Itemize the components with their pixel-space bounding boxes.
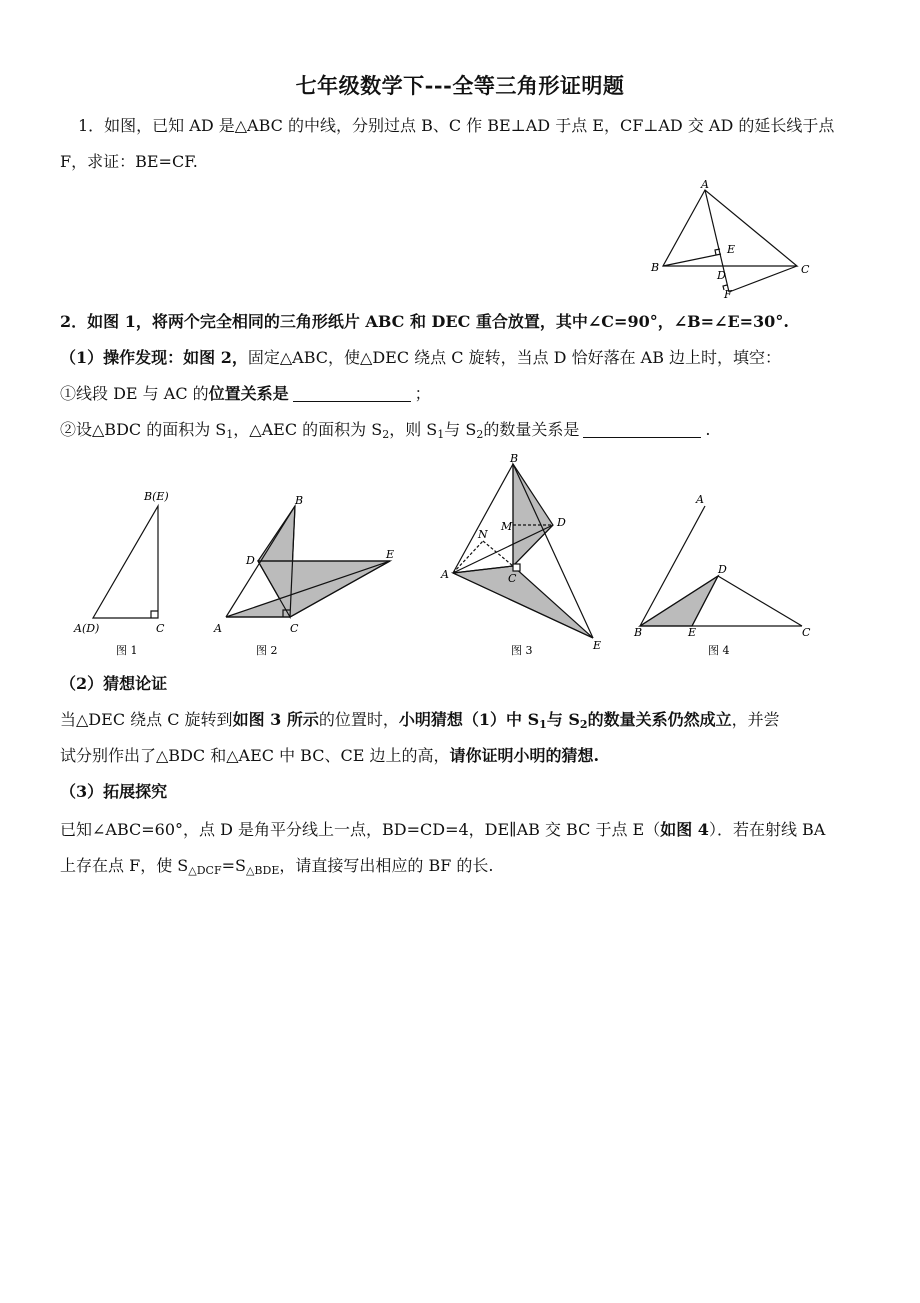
q1-label-e: E bbox=[727, 243, 736, 256]
q2-fig2-label-c: C bbox=[290, 622, 299, 635]
q2-part2-l1-a: 当△DEC 绕点 C 旋转到 bbox=[60, 710, 233, 729]
q2-part3-head: （3）拓展探究 bbox=[60, 782, 168, 801]
q2-part1-head: （1）操作发现： bbox=[60, 348, 184, 367]
q2-item2-d: 与 S bbox=[444, 420, 477, 439]
q2-part2-line-1 bbox=[60, 708, 868, 737]
q2-item2-a: ②设△BDC 的面积为 S bbox=[60, 420, 227, 439]
q2-fig3-label-d: D bbox=[557, 516, 566, 529]
q2-fig2-caption: 图 2 bbox=[256, 644, 278, 657]
q2-fig4-label-e: E bbox=[688, 626, 697, 639]
q2-intro-text: 2．如图 1，将两个完全相同的三角形纸片 ABC 和 DEC 重合放置，其中∠C=90°，∠B=∠E=30°. bbox=[60, 312, 789, 331]
q2-fig4-label-b: B bbox=[634, 626, 643, 639]
q2-fig1-label-bl: A(D) bbox=[74, 622, 100, 635]
q2-item2 bbox=[60, 418, 868, 447]
q2-part3-l2-b: ，请直接写出相应的 BF 的长. bbox=[279, 856, 494, 875]
q2-part2-l1-f: 的数量关系仍然成立 bbox=[587, 710, 732, 729]
q1-line-2: F，求证：BE=CF. bbox=[60, 152, 198, 171]
q2-item2-e: 的数量关系是 bbox=[483, 420, 580, 439]
q2-part2-line-2 bbox=[60, 744, 868, 768]
q2-part3-l1-b: 如图 4 bbox=[660, 820, 709, 839]
q2-item1-bold: 位置关系是 bbox=[208, 384, 289, 403]
q1-segment-be bbox=[663, 254, 721, 266]
q2-fig3-label-b: B bbox=[510, 452, 519, 465]
q2-fig3 bbox=[453, 464, 593, 638]
q2-fig1-caption: 图 1 bbox=[116, 644, 138, 657]
q2-fig4-label-c: C bbox=[802, 626, 811, 639]
q2-fig3-label-a: A bbox=[441, 568, 449, 581]
page-title: 七年级数学下---全等三角形证明题 bbox=[295, 73, 625, 98]
q2-fig3-label-m: M bbox=[501, 520, 513, 533]
q2-fig1 bbox=[93, 506, 158, 618]
q2-part2-l2-a: 试分别作出了△BDC 和△AEC 中 BC、CE 边上的高， bbox=[60, 746, 450, 765]
q2-fig2-label-d: D bbox=[246, 554, 255, 567]
q2-figures bbox=[60, 448, 820, 664]
q1-label-a: A bbox=[701, 178, 709, 191]
q2-part2-l1-g: ，并尝 bbox=[731, 710, 780, 729]
q2-part3-l1-c: ）．若在射线 BA bbox=[708, 820, 826, 839]
q2-item1 bbox=[60, 382, 868, 406]
q2-fig3-label-c: C bbox=[508, 572, 517, 585]
q2-fig1-label-br: C bbox=[156, 622, 165, 635]
q2-part3-line-2 bbox=[60, 854, 868, 883]
q1-line-1: 1．如图，已知 AD 是△ABC 的中线，分别过点 B、C 作 BE⊥AD 于点 E，CF⊥AD 交 AD 的延长线于点 bbox=[78, 116, 835, 135]
q2-part1-line bbox=[60, 346, 868, 370]
q2-intro bbox=[60, 310, 868, 334]
q2-item2-b: ，△AEC 的面积为 S bbox=[233, 420, 383, 439]
q2-part3-line-1 bbox=[60, 818, 868, 842]
q2-fig2-label-a: A bbox=[214, 622, 222, 635]
q2-part2-l2-b: 请你证明小明的猜想. bbox=[449, 746, 600, 765]
q2-item2-sub1b: 1 bbox=[437, 428, 445, 441]
q2-fig3-caption: 图 3 bbox=[511, 644, 533, 657]
q2-item2-sub1: 1 bbox=[226, 428, 234, 441]
q2-part2-head: （2）猜想论证 bbox=[60, 674, 168, 693]
q1-segment-cf bbox=[729, 266, 797, 292]
q2-part2-sub2: 2 bbox=[579, 718, 588, 731]
q2-item1-post: ； bbox=[414, 384, 431, 403]
q2-part2-sub1: 1 bbox=[539, 718, 547, 731]
q2-fig2-label-e: E bbox=[386, 548, 395, 561]
q2-fig3-label-n: N bbox=[478, 528, 488, 541]
q2-part2-l1-d: 小明猜想（1）中 S bbox=[398, 710, 540, 729]
q2-item2-answer-blank[interactable] bbox=[583, 421, 701, 438]
q2-fig4-caption: 图 4 bbox=[708, 644, 730, 657]
q1-label-b: B bbox=[651, 261, 660, 274]
q1-figure bbox=[645, 178, 815, 303]
q2-fig4-label-d: D bbox=[718, 563, 727, 576]
q2-part1-head-b: 如图 2， bbox=[183, 348, 248, 367]
q2-part2-l1-b: 如图 3 所示 bbox=[232, 710, 319, 729]
q1-label-d: D bbox=[717, 269, 726, 282]
q2-fig3-label-e: E bbox=[593, 639, 602, 652]
q2-part3-eq: =S bbox=[221, 856, 246, 875]
q2-part3-sub-dcf: △DCF bbox=[188, 864, 222, 877]
q2-item2-sub2b: 2 bbox=[476, 428, 484, 441]
q2-part2-l1-c: 的位置时， bbox=[318, 710, 399, 729]
q2-part3-l2-a: 上存在点 F，使 S bbox=[60, 856, 189, 875]
q2-item2-end: . bbox=[705, 420, 711, 439]
q2-fig1-label-top: B(E) bbox=[144, 490, 169, 503]
q2-item2-c: ，则 S bbox=[389, 420, 438, 439]
q2-item1-answer-blank[interactable] bbox=[293, 385, 411, 402]
q2-fig2-label-b: B bbox=[295, 494, 304, 507]
q2-part3-l1-a: 已知∠ABC=60°，点 D 是角平分线上一点，BD=CD=4，DE∥AB 交 BC 于点 E（ bbox=[60, 820, 661, 839]
q2-item2-sub2: 2 bbox=[382, 428, 390, 441]
q2-part2-l1-e: 与 S bbox=[546, 710, 580, 729]
q1-label-f: F bbox=[724, 288, 732, 301]
q1-label-c: C bbox=[801, 263, 810, 276]
q2-part3-sub-bde: △BDE bbox=[245, 864, 280, 877]
q2-fig4-label-a: A bbox=[696, 493, 704, 506]
q2-part1-text: 固定△ABC，使△DEC 绕点 C 旋转，当点 D 恰好落在 AB 边上时，填空： bbox=[247, 348, 782, 367]
q2-item1-pre: ①线段 DE 与 AC 的 bbox=[60, 384, 209, 403]
